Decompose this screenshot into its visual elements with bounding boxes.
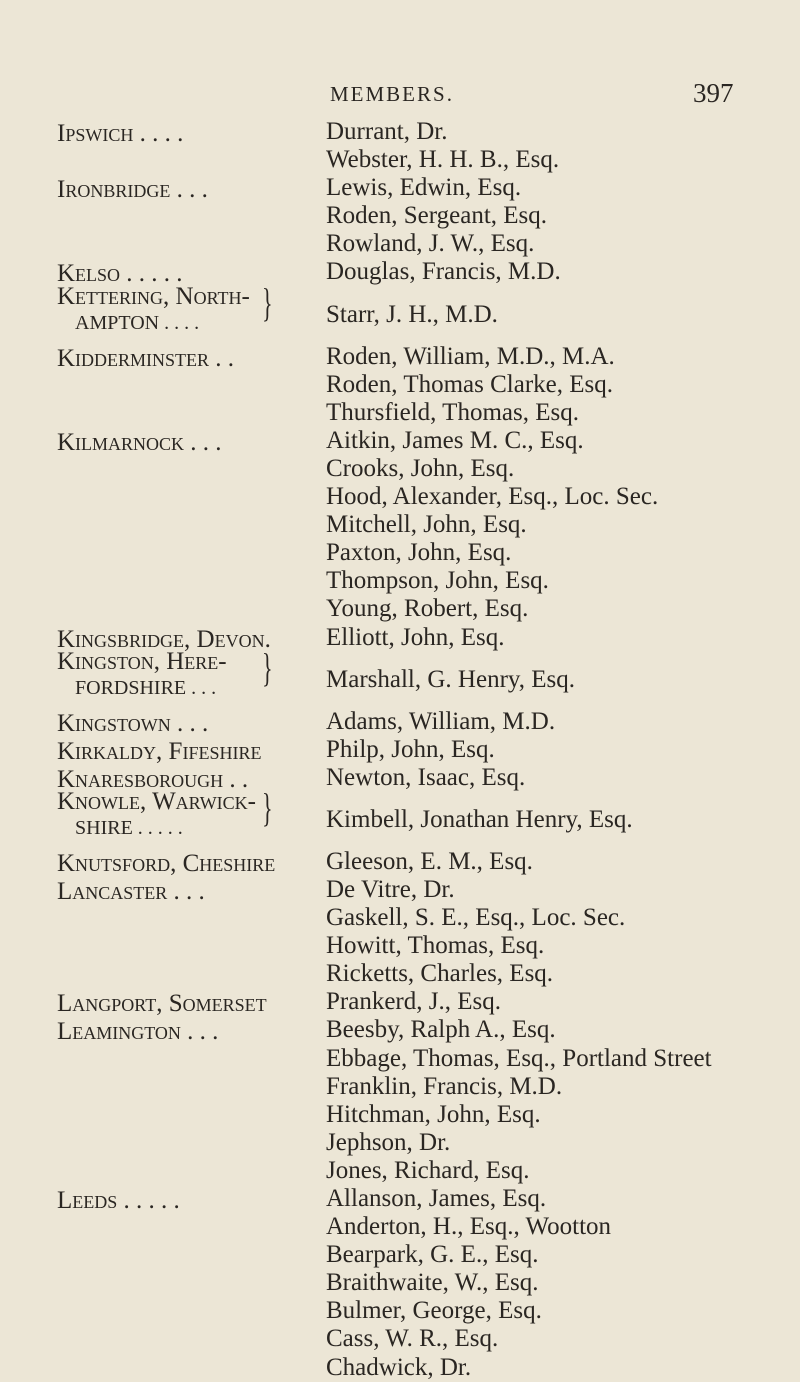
member-name: Gleeson, E. M., Esq. bbox=[326, 847, 533, 875]
member-name: Lewis, Edwin, Esq. bbox=[326, 174, 522, 202]
town-name-line: Kilmarnock . . . bbox=[57, 428, 222, 456]
member-names bbox=[326, 988, 786, 1016]
town-name-line: Kelso . . . . . bbox=[57, 260, 183, 288]
member-name: Roden, Sergeant, Esq. bbox=[326, 202, 548, 230]
town-name bbox=[57, 988, 327, 1019]
town-entry bbox=[0, 427, 800, 624]
town-entry bbox=[0, 644, 800, 708]
member-name: Adams, William, M.D. bbox=[326, 707, 556, 735]
town-name bbox=[57, 281, 327, 334]
town-name bbox=[57, 343, 327, 374]
town-name bbox=[57, 1016, 327, 1047]
town-name-line: Ironbridge . . . bbox=[57, 176, 208, 204]
town-name bbox=[57, 646, 327, 699]
page-number: 397 bbox=[693, 78, 734, 108]
running-header: MEMBERS. bbox=[330, 82, 454, 106]
member-names bbox=[326, 258, 786, 286]
town-name bbox=[57, 174, 327, 205]
member-names bbox=[326, 118, 786, 174]
town-entry bbox=[0, 708, 800, 736]
town-name-line: Knaresborough . . bbox=[57, 765, 249, 793]
town-entry bbox=[0, 736, 800, 764]
member-names bbox=[326, 708, 786, 736]
town-entry bbox=[0, 876, 800, 988]
member-name: Roden, Thomas Clarke, Esq. bbox=[326, 370, 613, 398]
town-entry bbox=[0, 279, 800, 343]
member-name: Durrant, Dr. bbox=[326, 118, 448, 145]
member-name: Paxton, John, Esq. bbox=[326, 539, 512, 567]
town-name-line: FORDSHIRE . . . bbox=[75, 676, 217, 699]
town-entry bbox=[0, 118, 800, 174]
member-names bbox=[326, 427, 786, 624]
town-name bbox=[57, 1185, 327, 1216]
member-name: Franklin, Francis, M.D. bbox=[326, 1072, 563, 1100]
member-name: Mitchell, John, Esq. bbox=[326, 511, 527, 539]
member-name: Jones, Richard, Esq. bbox=[326, 1156, 530, 1184]
member-name: Marshall, G. Henry, Esq. bbox=[326, 665, 576, 693]
town-entry bbox=[0, 174, 800, 258]
town-entry bbox=[0, 988, 800, 1016]
member-names bbox=[326, 736, 786, 764]
member-name: Hitchman, John, Esq. bbox=[326, 1100, 541, 1128]
member-name: Kimbell, Jonathan Henry, Esq. bbox=[326, 805, 633, 833]
town-name-line: Kidderminster . . bbox=[57, 344, 235, 372]
town-entry bbox=[0, 1185, 800, 1382]
member-name: Chadwick, Dr. bbox=[326, 1353, 472, 1381]
town-name bbox=[57, 427, 327, 458]
member-names bbox=[326, 174, 786, 258]
member-name: Rowland, J. W., Esq. bbox=[326, 230, 535, 258]
member-name: Aitkin, James M. C., Esq. bbox=[326, 426, 584, 454]
member-name: Prankerd, J., Esq. bbox=[326, 988, 501, 1016]
town-name bbox=[57, 876, 327, 907]
member-names bbox=[326, 343, 786, 427]
member-name: Beesby, Ralph A., Esq. bbox=[326, 1016, 556, 1044]
member-name: Thompson, John, Esq. bbox=[326, 567, 549, 595]
member-name: Webster, H. H. B., Esq. bbox=[326, 146, 560, 174]
members-list bbox=[0, 118, 800, 1382]
town-name-line: Knowle, Warwick- bbox=[57, 787, 257, 815]
town-name-line: Kingsbridge, Devon. bbox=[57, 625, 271, 653]
member-name: Roden, William, M.D., M.A. bbox=[326, 342, 615, 370]
member-name: Young, Robert, Esq. bbox=[326, 595, 529, 623]
member-name: Crooks, John, Esq. bbox=[326, 454, 515, 482]
brace-glyph: } bbox=[262, 279, 273, 325]
town-name bbox=[57, 736, 327, 767]
town-entry bbox=[0, 343, 800, 427]
member-name: Philp, John, Esq. bbox=[326, 735, 495, 763]
member-name: Newton, Isaac, Esq. bbox=[326, 763, 526, 791]
member-name: Bulmer, George, Esq. bbox=[326, 1297, 542, 1325]
town-name-line: Kettering, North- bbox=[57, 282, 250, 310]
member-name: Ebbage, Thomas, Esq., Portland Street bbox=[326, 1044, 712, 1072]
member-name: De Vitre, Dr. bbox=[326, 875, 455, 903]
member-name: Thursfield, Thomas, Esq. bbox=[326, 398, 579, 426]
brace-glyph: } bbox=[262, 644, 273, 690]
town-entry bbox=[0, 848, 800, 876]
member-name: Starr, J. H., M.D. bbox=[326, 300, 498, 328]
member-names bbox=[326, 848, 786, 876]
member-names bbox=[326, 876, 786, 988]
member-name: Bearpark, G. E., Esq. bbox=[326, 1241, 539, 1269]
town-name-line: Kirkaldy, Fifeshire bbox=[57, 737, 262, 765]
member-name: Douglas, Francis, M.D. bbox=[326, 258, 561, 286]
member-name: Hood, Alexander, Esq., Loc. Sec. bbox=[326, 483, 659, 511]
town-name-line: SHIRE . . . . . bbox=[75, 816, 183, 839]
town-name-line: Leamington . . . bbox=[57, 1018, 219, 1046]
member-name: Anderton, H., Esq., Wootton bbox=[326, 1213, 612, 1241]
member-names bbox=[326, 1185, 786, 1382]
town-name-line: Kingston, Here- bbox=[57, 647, 227, 675]
town-name-line: Knutsford, Cheshire bbox=[57, 849, 276, 877]
brace-glyph: } bbox=[262, 784, 273, 830]
member-name: Howitt, Thomas, Esq. bbox=[326, 932, 545, 960]
town-name-line: AMPTON . . . . bbox=[75, 311, 200, 334]
town-name bbox=[57, 848, 327, 879]
town-name bbox=[57, 708, 327, 739]
member-names bbox=[326, 652, 786, 708]
member-name: Ricketts, Charles, Esq. bbox=[326, 960, 554, 988]
member-names bbox=[326, 624, 786, 652]
member-name: Cass, W. R., Esq. bbox=[326, 1325, 499, 1353]
member-names bbox=[326, 287, 786, 343]
member-name: Allanson, James, Esq. bbox=[326, 1185, 547, 1212]
member-names bbox=[326, 764, 786, 792]
town-name-line: Langport, Somerset bbox=[57, 990, 267, 1018]
member-names bbox=[326, 1016, 786, 1185]
member-name: Gaskell, S. E., Esq., Loc. Sec. bbox=[326, 904, 626, 932]
member-names bbox=[326, 792, 786, 848]
town-name-line: Kingstown . . . bbox=[57, 709, 209, 737]
member-name: Elliott, John, Esq. bbox=[326, 623, 505, 651]
town-name-line: Ipswich . . . . bbox=[57, 120, 184, 147]
town-name-line: Leeds . . . . . bbox=[57, 1187, 180, 1214]
town-name bbox=[57, 118, 327, 149]
town-entry bbox=[0, 784, 800, 848]
member-name: Braithwaite, W., Esq. bbox=[326, 1269, 539, 1297]
town-name-line: Lancaster . . . bbox=[57, 877, 205, 905]
town-name bbox=[57, 786, 327, 839]
member-name: Jephson, Dr. bbox=[326, 1128, 451, 1156]
town-entry bbox=[0, 1016, 800, 1185]
